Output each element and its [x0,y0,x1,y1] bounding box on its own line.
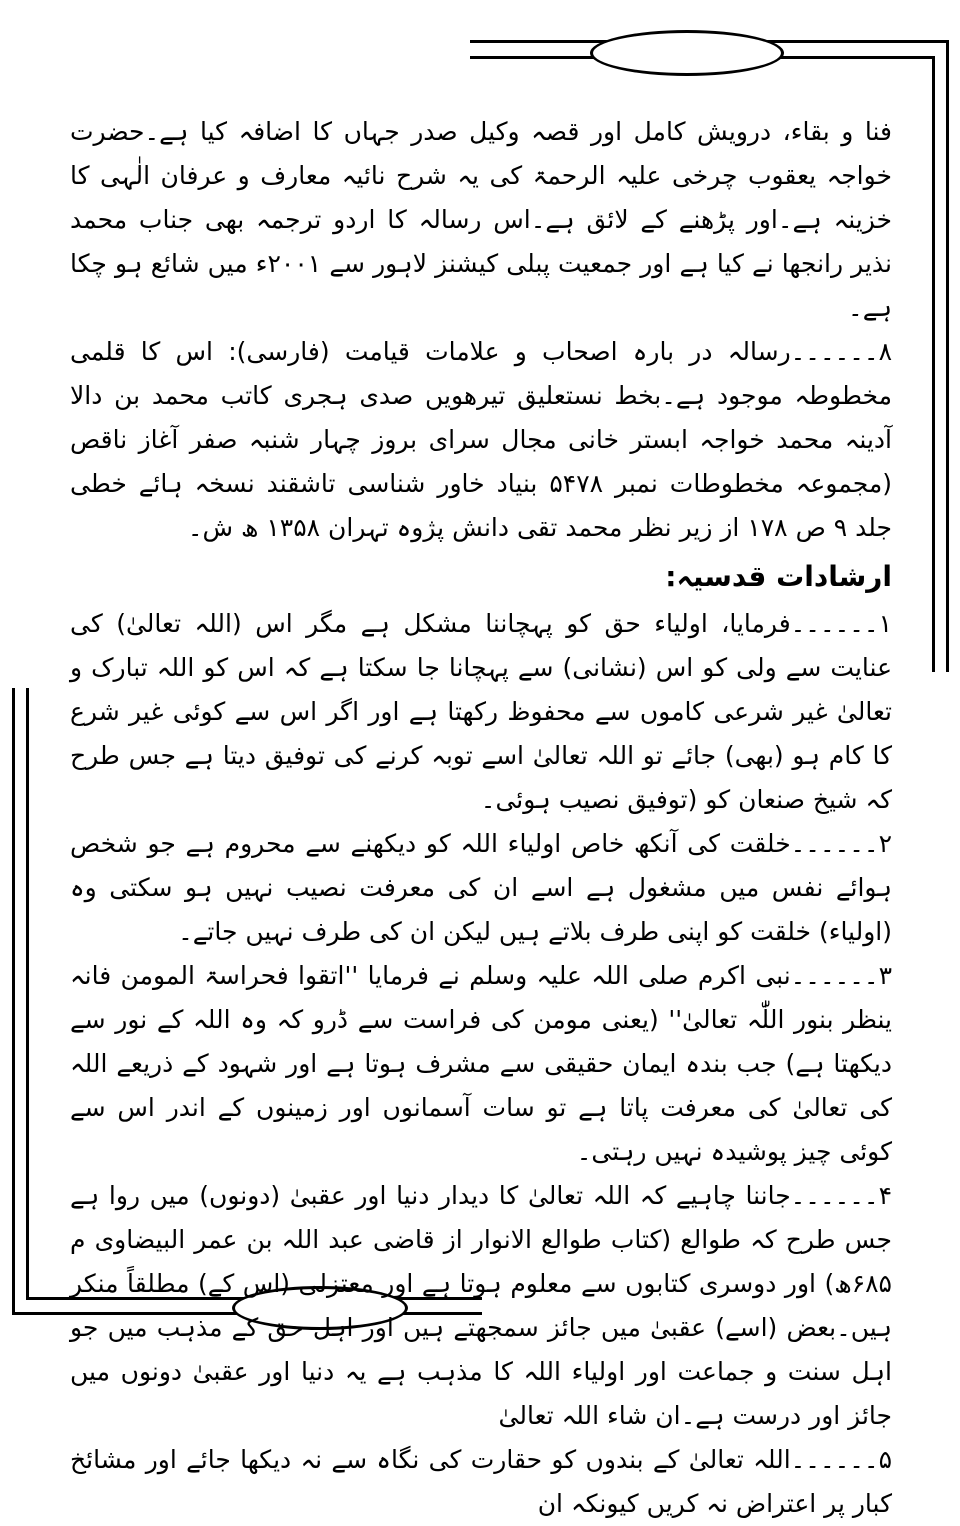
left-frame-line-outer [12,688,15,1314]
intro-paragraph: فنا و بقاء، درویش کامل اور قصہ وکیل صدر جہاں کا اضافہ کیا ہے۔حضرت خواجہ یعقوب چرخی علیہ الرحمۃ کی یہ شرح نائیہ معارف و عرفان الٰہی کا خزینہ ہے۔اور پڑھنے کے لائق ہے۔اس رسالہ کا اردو ترجمہ بھی جناب محمد نذیر رانجھا نے کیا ہے اور جمعیت پبلی کیشنز لاہور سے ۲۰۰۱ء میں شائع ہو چکا ہے۔ [70,117,893,322]
manuscript-paragraph: ۸۔۔۔۔۔۔رسالہ در بارہ اصحاب و علامات قیامت (فارسی): اس کا قلمی مخطوطہ موجود ہے۔بخط نستعلیق تیرھویں صدی ہجری کاتب محمد بن دالا آدینہ محمد خواجہ ابستر خانی مجال سرای بروز چہار شنبہ صفر آغاز ناقص (مجموعہ مخطوطات نمبر ۵۴۷۸ بنیاد خاور شناسی تاشقند نسخہ ہائے خطی جلد ۹ ص ۱۷۸ از زیر نظر محمد تقی دانش پژوہ تہران ۱۳۵۸ ھ ش۔ [70,337,892,542]
saying-3: ۳۔۔۔۔۔۔نبی اکرم صلی اللہ علیہ وسلم نے فرمایا ''اتقوا فحراسۃ المومن فانہ ینظر بنور اللّٰہ تعالیٰ'' (یعنی مومن کی فراست سے ڈرو کہ وہ اللہ کے نور سے دیکھتا ہے) جب بندہ ایمان حقیقی سے مشرف ہوتا ہے اور شہود کے ذریعے اللہ کی تعالیٰ کی معرفت پاتا ہے تو سات آسمانوں اور زمینوں کے اندر اس سے کوئی چیز پوشیدہ نہیں رہتی۔ [70,961,892,1166]
page-content [70,110,892,1526]
saying-4: ۴۔۔۔۔۔۔جاننا چاہیے کہ اللہ تعالیٰ کا دیدار دنیا اور عقبیٰ (دونوں) میں روا ہے جس طرح کہ طوالع (کتاب طوالع الانوار از قاضی عبد اللہ بن عمر البیضاوی م ۶۸۵ھ) اور دوسری کتابوں سے معلوم ہوتا ہے اور معتزلی (اس کے) مطلقاً منکر ہیں۔بعض (اسے) عقبیٰ میں جائز سمجھتے ہیں اور اہل حق کے مذہب میں جو اہل سنت و جماعت اور اولیاء اللہ کا مذہب ہے یہ دنیا اور عقبیٰ دونوں میں جائز اور درست ہے۔ان شاء اللہ تعالیٰ [70,1181,892,1430]
right-frame-line-outer [946,40,949,672]
right-frame-line-inner [932,56,935,672]
section-heading: ارشادات قدسیہ: [665,560,892,593]
left-frame-line-inner [26,688,29,1298]
saying-5: ۵۔۔۔۔۔۔اللہ تعالیٰ کے بندوں کو حقارت کی نگاہ سے نہ دیکھا جائے اور مشائخ کبار پر اعتراض نہ کریں کیونکہ ان [70,1445,892,1518]
saying-2: ۲۔۔۔۔۔۔خلقت کی آنکھ خاص اولیاء اللہ کو دیکھنے سے محروم ہے جو شخص ہوائے نفس میں مشغول ہے اسے ان کی معرفت نصیب نہیں ہو سکتی وہ (اولیاء) خلقت کو اپنی طرف بلاتے ہیں لیکن ان کی طرف نہیں جاتے۔ [70,829,892,946]
saying-1: ۱۔۔۔۔۔۔فرمایا، اولیاء حق کو پہچاننا مشکل ہے مگر اس (اللہ تعالیٰ) کی عنایت سے ولی کو اس (نشانی) سے پہچانا جا سکتا ہے کہ اس کو اللہ تبارک و تعالیٰ غیر شرعی کاموں سے محفوظ رکھتا ہے اور اگر اس سے کوئی غیر شرع کا کام ہو (بھی) جائے تو اللہ تعالیٰ اسے توبہ کرنے کی توفیق دیتا ہے جس طرح کہ شیخ صنعان کو (توفیق نصیب ہوئی۔ [70,609,892,814]
top-oval [590,30,784,76]
